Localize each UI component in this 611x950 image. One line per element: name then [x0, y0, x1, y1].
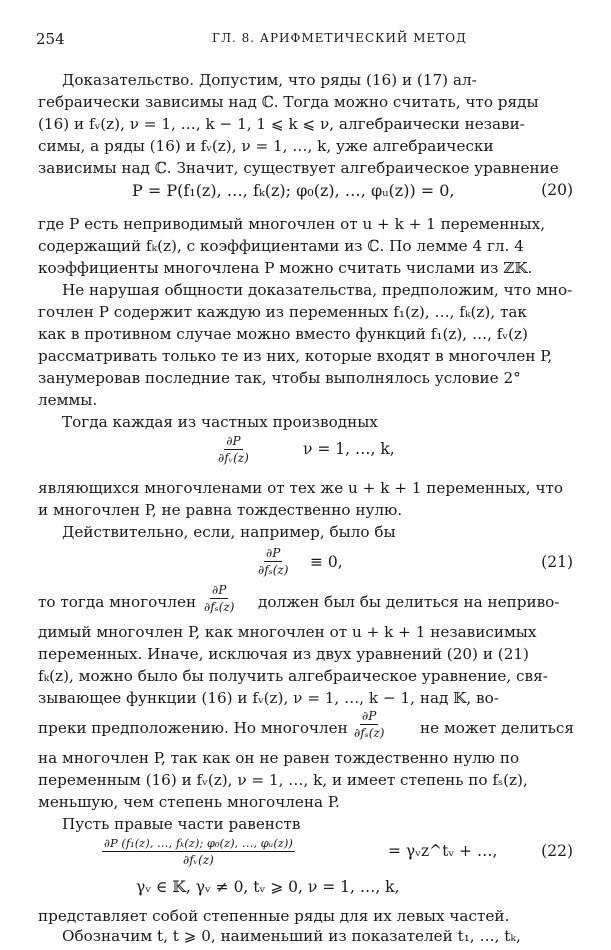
text-line: коэффициенты многочлена P можно считать числами из ℤ𝕂.	[38, 259, 533, 277]
text-line: меньшую, чем степень многочлена P.	[38, 793, 340, 811]
fraction-denominator: ∂fᵥ(z)	[218, 451, 249, 465]
text-line: fₖ(z), можно было бы получить алгебраическое уравнение, свя-	[38, 667, 548, 685]
text-line: гочлен P содержит каждую из переменных f₁(z), …, fₖ(z), так	[38, 303, 527, 321]
text-line: переменных. Иначе, исключая из двух уравнений (20) и (21)	[38, 645, 529, 663]
text-line: где P есть неприводимый многочлен от u + k + 1 переменных,	[38, 215, 546, 233]
partial-derivative-fraction	[218, 434, 249, 465]
text-line: Обозначим t, t ⩾ 0, наименьший из показателей t₁, …, tₖ,	[62, 927, 521, 945]
fraction-numerator: ∂P	[212, 583, 227, 597]
text-line: леммы.	[38, 391, 98, 409]
text-line: то тогда многочлен	[38, 593, 197, 611]
text-line: как в противном случае можно вместо функций f₁(z), …, fᵥ(z)	[38, 325, 528, 343]
text-line: (16) и fᵥ(z), ν = 1, …, k − 1, 1 ⩽ k ⩽ ν, алгебраически незави-	[38, 115, 525, 133]
fraction-numerator: ∂P	[362, 709, 377, 723]
equation-22-rhs: = γᵥz^tᵥ + …,	[388, 842, 498, 860]
text-line: Действительно, если, например, было бы	[62, 523, 396, 541]
text-line: на многочлен P, так как он не равен тождественно нулю по	[38, 749, 520, 767]
fraction-denominator: ∂fᵥ(z)	[183, 853, 214, 867]
text-line: зывающее функции (16) и fᵥ(z), ν = 1, …, k − 1, над 𝕂, во-	[38, 689, 499, 707]
text-line: Пусть правые части равенств	[62, 815, 301, 833]
text-line: Не нарушая общности доказательства, предположим, что мно-	[62, 281, 573, 299]
text-line: зависимы над ℂ. Значит, существует алгебраическое уравнение	[38, 159, 559, 177]
text-line: преки предположению. Но многочлен	[38, 719, 348, 737]
fraction-denominator: ∂fₛ(z)	[204, 600, 235, 614]
text-line: представляет собой степенные ряды для их левых частей.	[38, 907, 510, 925]
fraction-numerator: ∂P	[226, 434, 241, 448]
text-line: димый многочлен P, как многочлен от u + k + 1 независимых	[38, 623, 537, 641]
text-line: симы, а ряды (16) и fᵥ(z), ν = 1, …, k, уже алгебраически	[38, 137, 494, 155]
text-line: переменным (16) и fᵥ(z), ν = 1, …, k, и имеет степень по fₛ(z),	[38, 771, 528, 789]
text-line: занумеровав последние так, чтобы выполнялось условие 2°	[38, 369, 521, 387]
text-line: должен был бы делиться на неприво-	[258, 593, 560, 611]
text-line: и многочлен P, не равна тождественно нулю.	[38, 501, 403, 519]
fraction-denominator: ∂fₛ(z)	[258, 563, 289, 577]
equation-21-label: (21)	[541, 553, 573, 571]
partial-derivative-range: ν = 1, …, k,	[303, 440, 395, 458]
text-line: рассматривать только те из них, которые входят в многочлен P,	[38, 347, 553, 365]
text-line: содержащий fₖ(z), с коэффициентами из ℂ. По лемме 4 гл. 4	[38, 237, 524, 255]
fraction-denominator: ∂fₛ(z)	[354, 726, 385, 740]
equation-20: P = P(f₁(z), …, fₖ(z); φ₀(z), …, φᵤ(z)) = 0,	[132, 181, 455, 200]
text-line: Тогда каждая из частных производных	[62, 413, 378, 431]
inline-fraction	[204, 583, 234, 614]
equation-21-fraction	[258, 546, 288, 577]
running-title: ГЛ. 8. АРИФМЕТИЧЕСКИЙ МЕТОД	[212, 31, 467, 45]
equation-21-tail: ≡ 0,	[310, 553, 343, 571]
page-number: 254	[36, 30, 65, 48]
fraction-numerator: ∂P (f₁(z), …, fₖ(z); φ₀(z), …, φᵤ(z))	[104, 836, 293, 850]
text-line: гебраически зависимы над ℂ. Тогда можно считать, что ряды	[38, 93, 539, 111]
text-line: Доказательство. Допустим, что ряды (16) и (17) ал-	[62, 71, 477, 89]
text-line: не может делиться	[420, 719, 574, 737]
equation-22-fraction	[102, 836, 295, 867]
fraction-numerator: ∂P	[266, 546, 281, 560]
equation-22-label: (22)	[541, 842, 573, 860]
inline-fraction	[354, 709, 384, 740]
equation-22-conditions: γᵥ ∈ 𝕂, γᵥ ≠ 0, tᵥ ⩾ 0, ν = 1, …, k,	[136, 878, 400, 896]
equation-20-label: (20)	[541, 181, 573, 199]
text-line: являющихся многочленами от тех же u + k + 1 переменных, что	[38, 479, 564, 497]
